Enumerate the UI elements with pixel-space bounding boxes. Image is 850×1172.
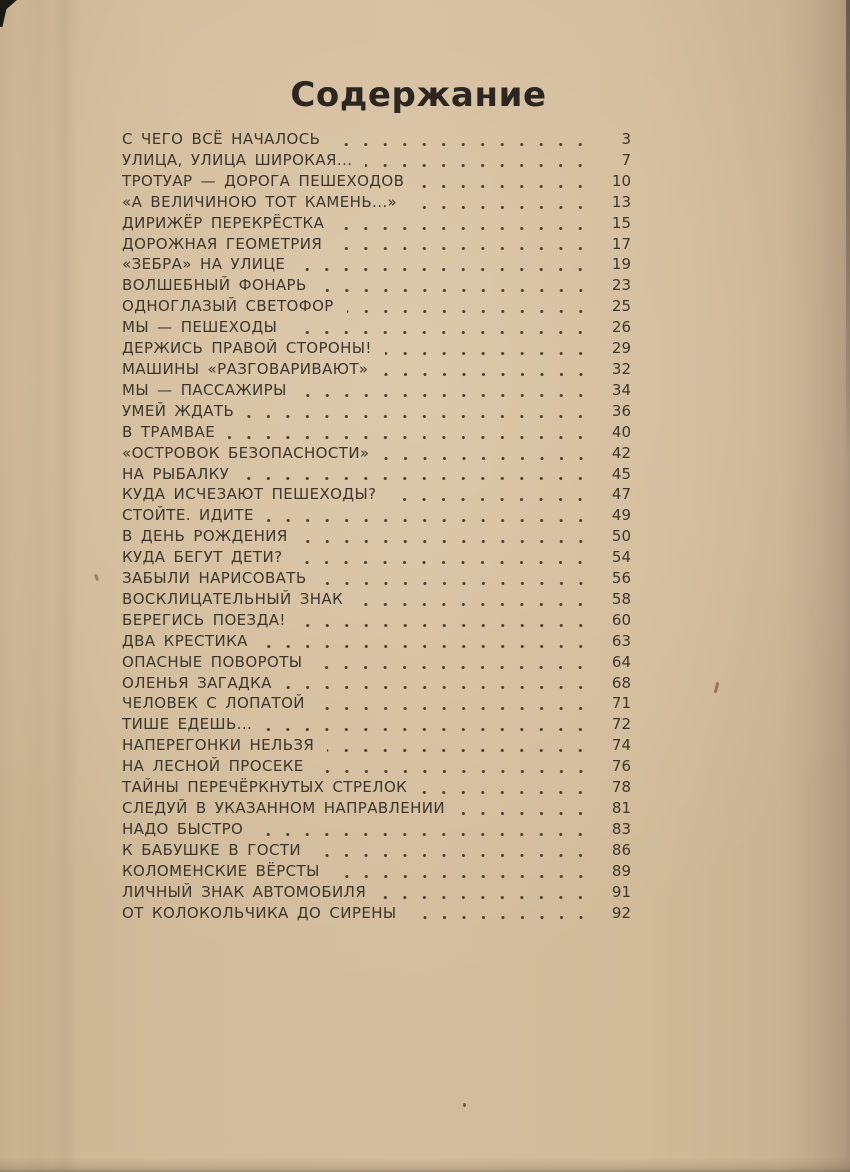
toc-entry-title: ОДНОГЛАЗЫЙ СВЕТОФОР <box>122 297 334 316</box>
dot-leader <box>389 497 598 502</box>
dot-leader <box>335 246 598 251</box>
toc-entry-page: 42 <box>611 443 631 462</box>
toc-entry-title: НАДО БЫСТРО <box>122 819 244 838</box>
toc-entry-page: 92 <box>611 903 631 922</box>
toc-entry <box>122 485 631 506</box>
toc-entry-title: ТАЙНЫ ПЕРЕЧЁРКНУТЫХ СТРЕЛОК <box>122 778 408 797</box>
toc-entry-title: К БАБУШКЕ В ГОСТИ <box>122 840 302 859</box>
dot-leader <box>298 267 598 272</box>
toc-entry-title: КУДА БЕГУТ ДЕТИ? <box>122 548 283 567</box>
toc-entry <box>122 799 631 820</box>
dot-leader <box>385 351 598 356</box>
toc-entry-title: ОЛЕНЬЯ ЗАГАДКА <box>122 673 272 692</box>
toc-entry <box>122 611 631 632</box>
toc-entry <box>122 653 631 674</box>
toc-entry-page: 68 <box>611 673 631 692</box>
dot-leader <box>410 915 598 920</box>
dot-leader <box>337 226 598 231</box>
dot-leader <box>458 811 598 816</box>
dot-leader <box>320 581 598 586</box>
toc-entry <box>122 214 631 235</box>
toc-entry-page: 40 <box>611 422 631 441</box>
toc-entry-page: 23 <box>611 276 631 295</box>
toc-entry <box>122 276 631 297</box>
toc-entry-title: НА РЫБАЛКУ <box>122 464 230 483</box>
toc-entry <box>122 694 631 715</box>
dot-leader <box>318 706 598 711</box>
toc-entry-title: В ДЕНЬ РОЖДЕНИЯ <box>122 527 288 546</box>
dot-leader <box>417 184 598 189</box>
toc-entry-title: УМЕЙ ЖДАТЬ <box>122 401 235 420</box>
toc-entry-title: ВОЛШЕБНЫЙ ФОНАРЬ <box>122 276 307 295</box>
toc-entry-page: 25 <box>611 297 631 316</box>
toc-entry-title: НА ЛЕСНОЙ ПРОСЕКЕ <box>122 757 304 776</box>
dot-leader <box>382 372 598 377</box>
toc-entry-page: 63 <box>611 631 631 650</box>
toc-entry <box>122 736 631 757</box>
toc-entry <box>122 423 631 444</box>
toc-entry-title: СЛЕДУЙ В УКАЗАННОМ НАПРАВЛЕНИИ <box>122 799 446 817</box>
dot-leader <box>317 769 598 774</box>
toc-entry <box>122 778 631 799</box>
toc-entry <box>122 674 631 695</box>
toc-entry-page: 76 <box>611 757 631 776</box>
toc-entry-title: МЫ — ПАССАЖИРЫ <box>122 380 287 399</box>
toc-entry-page: 45 <box>611 464 631 483</box>
toc-entry-page: 10 <box>611 171 631 190</box>
dot-leader <box>314 853 598 858</box>
toc-entry-page: 71 <box>611 694 631 713</box>
toc-entry-title: ДВА КРЕСТИКА <box>122 631 248 650</box>
toc-entry-title: В ТРАМВАЕ <box>122 422 216 441</box>
toc-entry-title: ДИРИЖЁР ПЕРЕКРЁСТКА <box>122 213 325 232</box>
toc-entry-page: 60 <box>611 610 631 629</box>
page-title: Содержание <box>290 74 547 115</box>
toc-entry <box>122 381 631 402</box>
toc-entry <box>122 632 631 653</box>
toc-entry-page: 15 <box>611 213 631 232</box>
toc-entry <box>122 255 631 276</box>
toc-entry <box>122 569 631 590</box>
dot-leader <box>356 602 598 607</box>
toc-entry <box>122 339 631 360</box>
dot-leader <box>327 748 598 753</box>
toc-entry-page: 17 <box>611 234 631 253</box>
dot-leader <box>383 456 598 461</box>
dot-leader <box>228 435 598 440</box>
toc-entry-title: УЛИЦА, УЛИЦА ШИРОКАЯ... <box>122 150 353 169</box>
dot-leader <box>365 163 598 168</box>
toc-entry-page: 72 <box>611 715 631 734</box>
dot-leader <box>290 330 598 335</box>
toc-entry-page: 3 <box>621 130 631 148</box>
toc-entry-title: СТОЙТЕ. ИДИТЕ <box>122 506 254 525</box>
torn-corner-mark <box>0 0 17 27</box>
dot-leader <box>265 727 598 732</box>
toc-entry-title: НАПЕРЕГОНКИ НЕЛЬЗЯ <box>122 736 315 755</box>
toc-entry <box>122 402 631 423</box>
toc-entry <box>122 506 631 527</box>
toc-entry-page: 19 <box>611 255 631 274</box>
toc-entry <box>122 465 631 486</box>
toc-entry-page: 36 <box>611 401 631 420</box>
toc-entry-title: ЛИЧНЫЙ ЗНАК АВТОМОБИЛЯ <box>122 882 367 901</box>
toc-entry-title: ЗАБЫЛИ НАРИСОВАТЬ <box>122 569 307 588</box>
dot-leader <box>379 895 598 900</box>
toc-entry <box>122 715 631 736</box>
toc-entry <box>122 820 631 841</box>
page-edge-shadow <box>846 0 850 460</box>
toc-entry-title: ОПАСНЫЕ ПОВОРОТЫ <box>122 652 303 671</box>
toc-entry-page: 13 <box>611 192 631 211</box>
dot-leader <box>300 393 598 398</box>
toc-entry-page: 91 <box>611 882 631 901</box>
toc-entry <box>122 130 631 151</box>
dot-leader <box>247 414 598 419</box>
toc-entry-page: 26 <box>611 318 631 337</box>
dot-leader <box>242 476 598 481</box>
toc-entry <box>122 590 631 611</box>
dot-leader <box>299 623 598 628</box>
dot-leader <box>420 790 598 795</box>
toc-entry-page: 54 <box>611 548 631 567</box>
toc-entry-page: 78 <box>611 778 631 797</box>
toc-entry-title: ТИШЕ ЕДЕШЬ... <box>122 715 253 734</box>
toc-entry-page: 29 <box>611 339 631 358</box>
toc-entry-title: С ЧЕГО ВСЁ НАЧАЛОСЬ <box>122 130 321 148</box>
toc-entry-page: 64 <box>611 652 631 671</box>
toc-entry <box>122 151 631 172</box>
toc-entry-title: ТРОТУАР — ДОРОГА ПЕШЕХОДОВ <box>122 171 405 190</box>
toc-entry-page: 34 <box>611 380 631 399</box>
dot-leader <box>267 518 598 523</box>
toc-entry-page: 56 <box>611 569 631 588</box>
ink-speck <box>94 574 99 581</box>
ink-speck <box>714 682 719 693</box>
toc-entry-page: 47 <box>611 485 631 504</box>
toc-entry <box>122 527 631 548</box>
toc-entry-page: 74 <box>611 736 631 755</box>
toc-entry-title: ВОСКЛИЦАТЕЛЬНЫЙ ЗНАК <box>122 589 344 608</box>
toc-entry-title: МЫ — ПЕШЕХОДЫ <box>122 318 278 337</box>
toc-entry-page: 50 <box>611 527 631 546</box>
dot-leader <box>315 665 598 670</box>
dot-leader <box>256 832 598 837</box>
toc-entry <box>122 862 631 883</box>
toc-entry-page: 7 <box>621 150 631 169</box>
dot-leader <box>320 288 598 293</box>
dot-leader <box>410 205 598 210</box>
toc-entry-title: ДОРОЖНАЯ ГЕОМЕТРИЯ <box>122 234 323 253</box>
toc-entry-page: 49 <box>611 506 631 525</box>
toc-entry <box>122 444 631 465</box>
toc-entry <box>122 841 631 862</box>
toc-entry-title: ОТ КОЛОКОЛЬЧИКА ДО СИРЕНЫ <box>122 903 397 922</box>
toc-entry-page: 32 <box>611 359 631 378</box>
toc-entry <box>122 548 631 569</box>
toc-entry-page: 81 <box>611 799 631 817</box>
toc-entry-title: КУДА ИСЧЕЗАЮТ ПЕШЕХОДЫ? <box>122 485 377 504</box>
toc-entry <box>122 318 631 339</box>
paper-crease <box>52 0 78 1172</box>
dot-leader <box>301 539 598 544</box>
toc-entry-title: «А ВЕЛИЧИНОЮ ТОТ КАМЕНЬ...» <box>122 192 398 211</box>
toc-entry-title: «ЗЕБРА» НА УЛИЦЕ <box>122 255 286 274</box>
toc-entry-title: ДЕРЖИСЬ ПРАВОЙ СТОРОНЫ! <box>122 339 372 358</box>
toc-list <box>122 130 631 924</box>
toc-entry-page: 89 <box>611 861 631 880</box>
dot-leader <box>333 874 598 879</box>
dot-leader <box>261 644 598 649</box>
toc-entry-page: 86 <box>611 840 631 859</box>
toc-entry <box>122 172 631 193</box>
toc-entry-page: 58 <box>611 589 631 608</box>
toc-entry <box>122 360 631 381</box>
ink-speck <box>463 1103 466 1107</box>
toc-entry <box>122 235 631 256</box>
toc-entry-title: ЧЕЛОВЕК С ЛОПАТОЙ <box>122 694 305 713</box>
dot-leader <box>347 309 598 314</box>
toc-entry <box>122 904 631 925</box>
toc-entry <box>122 193 631 214</box>
dot-leader <box>333 142 598 147</box>
toc-entry-title: БЕРЕГИСЬ ПОЕЗДА! <box>122 610 286 629</box>
toc-entry-title: КОЛОМЕНСКИЕ ВЁРСТЫ <box>122 861 320 880</box>
toc-entry <box>122 757 631 778</box>
dot-leader <box>285 685 598 690</box>
toc-entry <box>122 297 631 318</box>
toc-entry <box>122 883 631 904</box>
dot-leader <box>295 560 598 565</box>
toc-entry-title: МАШИНЫ «РАЗГОВАРИВАЮТ» <box>122 359 369 378</box>
toc-entry-title: «ОСТРОВОК БЕЗОПАСНОСТИ» <box>122 443 370 462</box>
toc-entry-page: 83 <box>611 819 631 838</box>
